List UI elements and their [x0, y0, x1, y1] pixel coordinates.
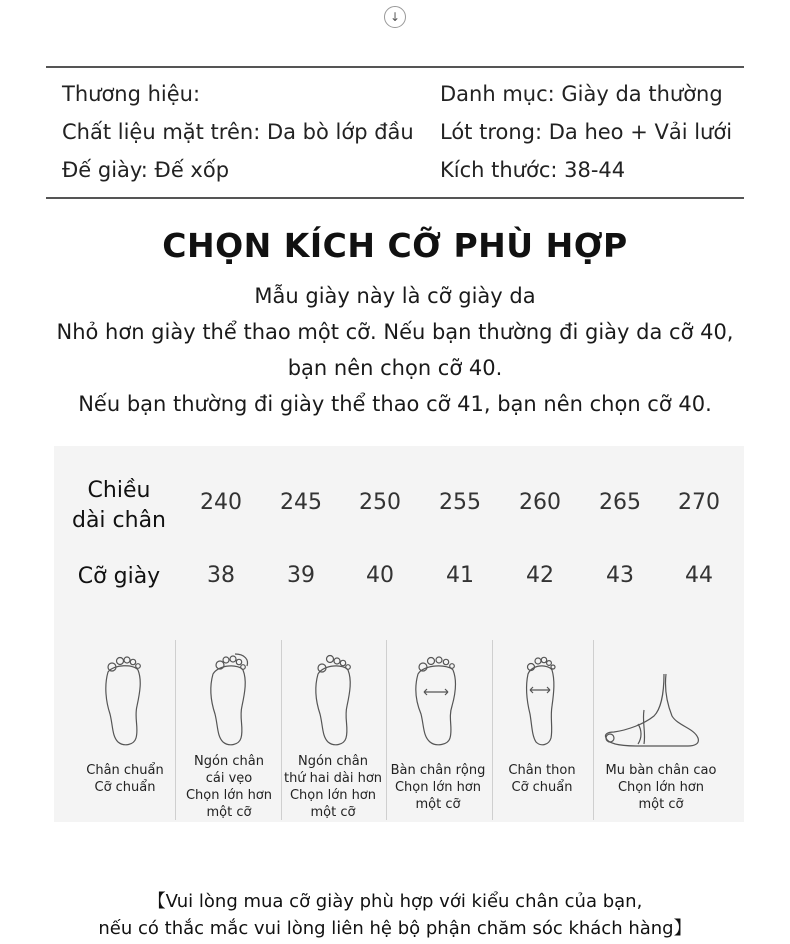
- caption-line: cái vẹo: [205, 771, 253, 786]
- caption-line: Mu bàn chân cao: [605, 763, 717, 778]
- shoe-size-cell: 40: [366, 563, 394, 588]
- size-guide-line: Mẫu giày này là cỡ giày da: [254, 284, 536, 308]
- foot-type-caption: [483, 762, 601, 796]
- caption-line: Bàn chân rộng: [390, 763, 486, 778]
- caption-line: một cỡ: [415, 797, 461, 812]
- foot-length-label-line: Chiều: [87, 478, 151, 503]
- shoe-size-cell: 42: [526, 563, 554, 588]
- shoe-size-cell: 39: [287, 563, 315, 588]
- foot-length-cell: 260: [519, 490, 561, 515]
- caption-line: Chân thon: [508, 763, 576, 778]
- foot-length-cell: 265: [599, 490, 641, 515]
- spec-top-divider: [46, 66, 744, 68]
- caption-line: một cỡ: [638, 797, 684, 812]
- arrow-down-circle-icon[interactable]: ↓: [384, 6, 406, 28]
- shoe-size-cell: 43: [606, 563, 634, 588]
- foot-length-cell: 270: [678, 490, 720, 515]
- long-second-toe-foot-icon: [310, 652, 356, 748]
- foot-type-caption: [274, 753, 392, 821]
- shoe-size-cell: 38: [207, 563, 235, 588]
- foot-type-caption: [170, 753, 288, 821]
- foot-length-cell: 255: [439, 490, 481, 515]
- foot-length-label: [66, 476, 172, 536]
- caption-line: Ngón chân: [194, 754, 264, 769]
- shoe-size-cell: 44: [685, 563, 713, 588]
- foot-length-cell: 245: [280, 490, 322, 515]
- foot-type-caption: [379, 762, 497, 813]
- size-guide-line: Nhỏ hơn giày thể thao một cỡ. Nếu bạn thường đi giày da cỡ 40,: [56, 320, 734, 344]
- spec-sole: Đế giày: Đế xốp: [62, 158, 230, 182]
- caption-line: một cỡ: [206, 805, 252, 820]
- caption-line: Cỡ chuẩn: [94, 780, 156, 795]
- spec-upper-material: Chất liệu mặt trên: Da bò lớp đầu: [62, 120, 414, 144]
- foot-length-cell: 250: [359, 490, 401, 515]
- wide-foot-icon: [412, 652, 460, 748]
- spec-brand-label: Thương hiệu:: [62, 82, 201, 106]
- purchase-note-line: nếu có thắc mắc vui lòng liên hệ bộ phận chăm sóc khách hàng】: [98, 918, 692, 939]
- caption-line: Chọn lớn hơn: [185, 788, 272, 803]
- foot-length-cell: 240: [200, 490, 242, 515]
- caption-line: Chọn lớn hơn: [617, 780, 704, 795]
- spec-bottom-divider: [46, 197, 744, 199]
- spec-size-range: Kích thước: 38-44: [440, 158, 626, 182]
- foot-length-label-line: dài chân: [71, 508, 166, 533]
- normal-foot-icon: [100, 652, 146, 748]
- bunion-foot-icon: [205, 652, 251, 748]
- size-guide-title: CHỌN KÍCH CỠ PHÙ HỢP: [162, 226, 628, 265]
- caption-line: thứ hai dài hơn: [283, 771, 383, 786]
- caption-line: Chọn lớn hơn: [394, 780, 481, 795]
- narrow-foot-icon: [520, 652, 560, 748]
- caption-line: một cỡ: [310, 805, 356, 820]
- size-guide-line: bạn nên chọn cỡ 40.: [287, 356, 503, 380]
- high-instep-foot-icon: [598, 672, 706, 750]
- shoe-size-label: Cỡ giày: [77, 564, 161, 589]
- spec-category: Danh mục: Giày da thường: [440, 82, 723, 106]
- purchase-note-line: 【Vui lòng mua cỡ giày phù hợp với kiểu chân của bạn,: [147, 891, 643, 912]
- foot-type-caption: [66, 762, 184, 796]
- foot-type-caption: [600, 762, 722, 813]
- caption-line: Ngón chân: [298, 754, 368, 769]
- caption-line: Cỡ chuẩn: [511, 780, 573, 795]
- size-guide-line: Nếu bạn thường đi giày thể thao cỡ 41, bạn nên chọn cỡ 40.: [78, 392, 712, 416]
- shoe-size-cell: 41: [446, 563, 474, 588]
- caption-line: Chọn lớn hơn: [289, 788, 376, 803]
- spec-lining: Lót trong: Da heo + Vải lưới: [440, 120, 733, 144]
- spec-brand: [62, 82, 206, 106]
- caption-line: Chân chuẩn: [86, 763, 164, 778]
